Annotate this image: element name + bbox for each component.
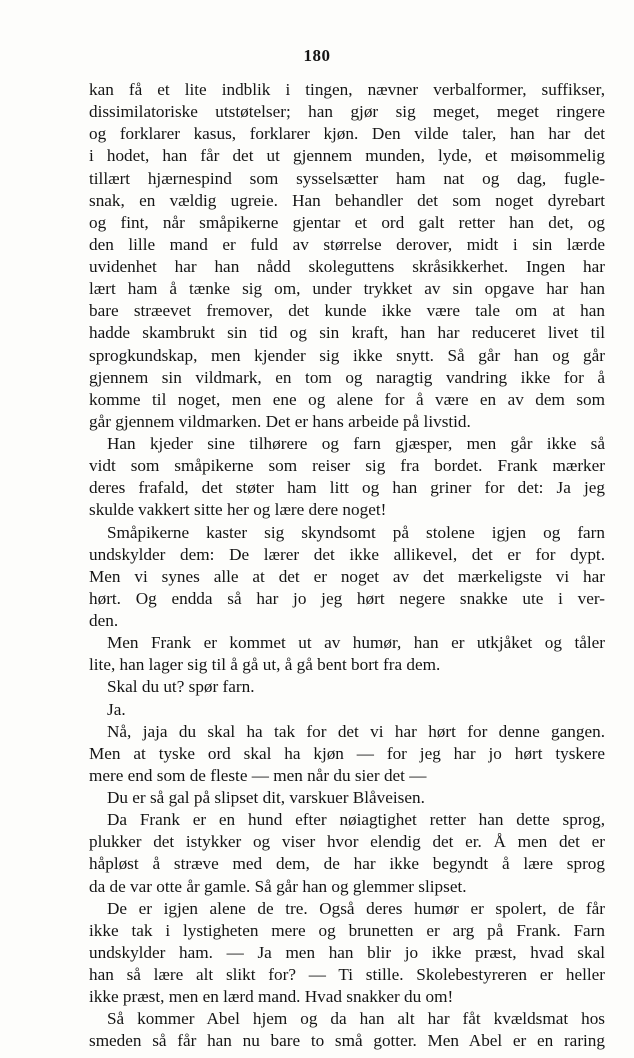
text-line: deres frafald, det støter ham litt og han griner for det: Ja jeg [89, 478, 605, 498]
text-line: den lille mand er fuld av størrelse derover, midt i sin lærde [89, 234, 605, 254]
text-line: lært ham å tænke sig om, under trykket av sin opgave har han [89, 279, 605, 299]
text-line: komme til noget, men ene og alene for å være en av dem som [89, 389, 605, 409]
text-line: hadde skambrukt sin tid og sin kraft, han har reduceret livet til [89, 323, 605, 343]
text-line: kan få et lite indblik i tingen, nævner verbalformer, suffikser, [89, 80, 605, 99]
text-line: mere end som de fleste — men når du sier det — [89, 765, 427, 785]
text-line: Småpikerne kaster sig skyndsomt på stolene igjen og farn [107, 522, 605, 542]
text-line: skulde vakkert sitte her og lære dere noget! [89, 500, 387, 520]
text-line: snak, en vældig ugreie. Han behandler det som noget dyrebart [89, 190, 605, 210]
text-line: den. [89, 611, 119, 630]
text-line: ikke tak i lystigheten mere og brunetten er arg på Frank. Farn [89, 920, 605, 940]
text-line: bare stræevet fremover, det kunde ikke være tale om at han [89, 301, 605, 321]
text-line: og fint, når småpikerne gjentar et ord galt retter han det, og [89, 212, 605, 232]
text-line: tillært hjærnespind som sysselsætter ham nat og dag, fugle- [89, 168, 605, 188]
text-line: lite, han lager sig til å gå ut, å gå bent bort fra dem. [89, 655, 441, 675]
text-line: undskylder dem: De lærer det ikke allikevel, det er for dypt. [89, 544, 605, 564]
text-line: og forklarer kasus, forklarer kjøn. Den vilde taler, han har det [89, 124, 605, 144]
text-line: undskylder ham. — Ja men han blir jo ikke præst, hvad skal [89, 942, 605, 962]
text-line: i hodet, han får det ut gjennem munden, lyde, et møisommelig [89, 146, 605, 166]
text-line: Ja. [107, 699, 126, 719]
text-line: går gjennem vildmarken. Det er hans arbeide på livstid. [89, 411, 471, 431]
text-line: Men vi synes alle at det er noget av det mærkeligste vi har [89, 566, 605, 586]
text-line: Da Frank er en hund efter nøiagtighet retter han dette sprog, [107, 810, 605, 830]
text-line: De er igjen alene de tre. Også deres humør er spolert, de får [107, 898, 605, 918]
text-line: Du er så gal på slipset dit, varskuer Blåveisen. [107, 788, 425, 807]
text-line: plukker det istykker og viser hvor elendig det er. Å men det er [89, 832, 605, 852]
text-line: håpløst å stræve med dem, de har ikke begyndt å lære sprog [89, 854, 605, 874]
text-line: hørt. Og endda så har jo jeg hørt negere snakke ute i ver- [89, 588, 605, 608]
text-line: Skal du ut? spør farn. [107, 677, 255, 697]
text-line: gjennem sin vildmark, en tom og naragtig vandring ikke for å [89, 367, 605, 387]
text-line: Men Frank er kommet ut av humør, han er utkjåket og tåler [107, 633, 605, 653]
text-line: Han kjeder sine tilhørere og farn gjæsper, men går ikke så [107, 434, 605, 453]
body-text [89, 79, 605, 1053]
text-line: sprogkundskap, men kjender sig ikke snytt. Så går han og går [89, 345, 605, 365]
text-line: vidt som småpikerne som reiser sig fra bordet. Frank mærker [89, 456, 605, 476]
text-line: Nå, jaja du skal ha tak for det vi har hørt for denne gangen. [107, 721, 605, 741]
text-line: Så kommer Abel hjem og da han alt har fåt kvældsmat hos [107, 1009, 605, 1029]
text-line: ikke præst, men en lærd mand. Hvad snakker du om! [89, 987, 454, 1007]
text-line: han så lære alt slikt for? — Ti stille. Skolebestyreren er heller [89, 965, 605, 984]
page-number: 180 [303, 46, 331, 65]
text-line: smeden så får han nu bare to små gotter. Men Abel er en raring [89, 1031, 605, 1051]
text-line: uvidenhet har han nådd skoleguttens skråsikkerhet. Ingen har [89, 257, 605, 276]
text-line: Men at tyske ord skal ha kjøn — for jeg har jo hørt tyskere [89, 743, 605, 763]
text-line: dissimilatoriske utstøtelser; han gjør sig meget, meget ringere [89, 102, 605, 122]
text-line: da de var otte år gamle. Så går han og glemmer slipset. [89, 876, 467, 896]
